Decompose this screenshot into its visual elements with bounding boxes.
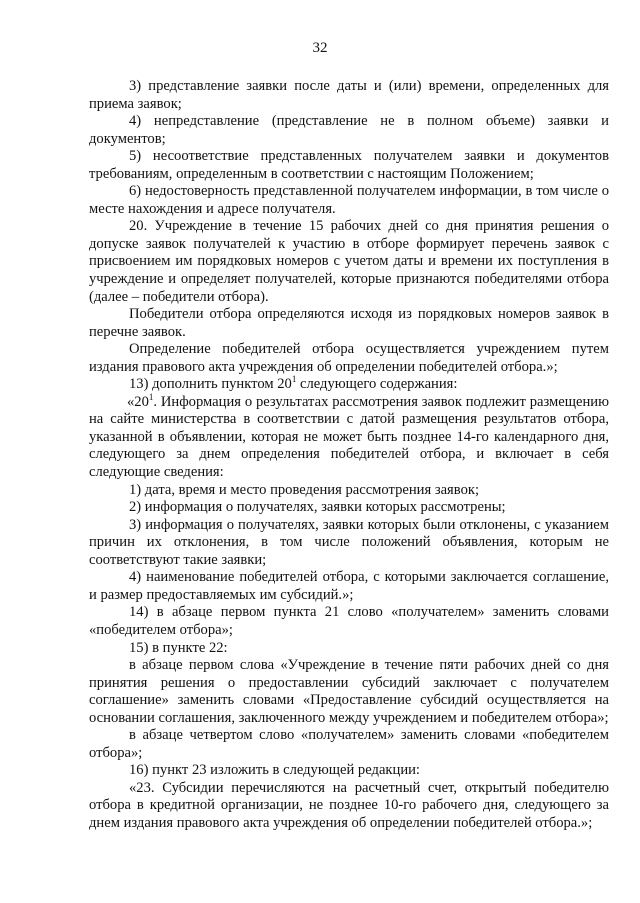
text-run: следующего содержания: [296,376,458,393]
text-run: . Информация о результатах рассмотрения заявок подлежит размещению на сайте министерства в соответствии с датой размещения результатов отбора, указанной в объявлении, которая не может быть позднее 14-го календарного дня, следующего за днем определения победителей отбора, и включает в себя следующие сведения: [89,393,609,481]
paragraph: 3) представление заявки после даты и (или) времени, определенных для приема заявок; [89,78,609,112]
paragraph: 1) дата, время и место проведения рассмотрения заявок; [129,481,480,498]
paragraph: 15) в пункте 22: [129,639,228,656]
paragraph: 20. Учреждение в течение 15 рабочих дней со дня принятия решения о допуске заявок получателей к участию в отборе формирует перечень заявок с присвоением им порядковых номеров с учетом даты и времени их поступления в учреждение и определяет получателей, которые признаются победителями отбора (далее – победители отбора). [89,218,609,305]
paragraph: 16) пункт 23 изложить в следующей редакции: [129,762,420,779]
text-run: 13) дополнить пунктом 20 [129,376,292,393]
paragraph: в абзаце четвертом слово «получателем» заменить словами «победителем отбора»; [89,727,609,761]
superscript: 1 [291,374,297,385]
paragraph: 6) недостоверность представленной получателем информации, в том числе о месте нахождения и адресе получателя. [89,183,609,217]
paragraph: 3) информация о получателях, заявки которых были отклонены, с указанием причин их отклонения, в том числе положений объявления, которым не соответствуют такие заявки; [89,516,609,568]
paragraph: «23. Субсидии перечисляются на расчетный счет, открытый победителю отбора в кредитной организации, не позднее 10-го рабочего дня, следующего за днем издания правового акта учреждения об определении победителей отбора.»; [89,779,609,831]
superscript: 1 [148,391,154,402]
paragraph: 14) в абзаце первом пункта 21 слово «получателем» заменить словами «победителем отбора»; [89,604,609,638]
paragraph: Победители отбора определяются исходя из порядковых номеров заявок в перечне заявок. [89,306,609,340]
paragraph: в абзаце первом слова «Учреждение в течение пяти рабочих дней со дня принятия решения о предоставлении субсидий заключает с получателем соглашение» заменить словами «Предоставление субсидий осуществляется на основании соглашения, заключенного между учреждением и победителем отбора»; [89,657,609,726]
paragraph-item-20-1 [89,391,609,482]
paragraph: 5) несоответствие представленных получателем заявки и документов требованиям, определенным в соответствии с настоящим Положением; [89,148,609,182]
page-number: 32 [312,40,328,56]
text-run: «20 [127,393,149,410]
document-body [89,78,609,833]
paragraph: 2) информация о получателях, заявки которых рассмотрены; [129,499,506,516]
paragraph: 4) наименование победителей отбора, с которыми заключается соглашение, и размер предоставляемых им субсидий.»; [89,569,609,603]
paragraph: Определение победителей отбора осуществляется учреждением путем издания правового акта учреждения об определении победителей отбора.»; [89,341,609,375]
paragraph: 4) непредставление (представление не в полном объеме) заявки и документов; [89,113,609,147]
paragraph-item-13 [89,376,609,394]
